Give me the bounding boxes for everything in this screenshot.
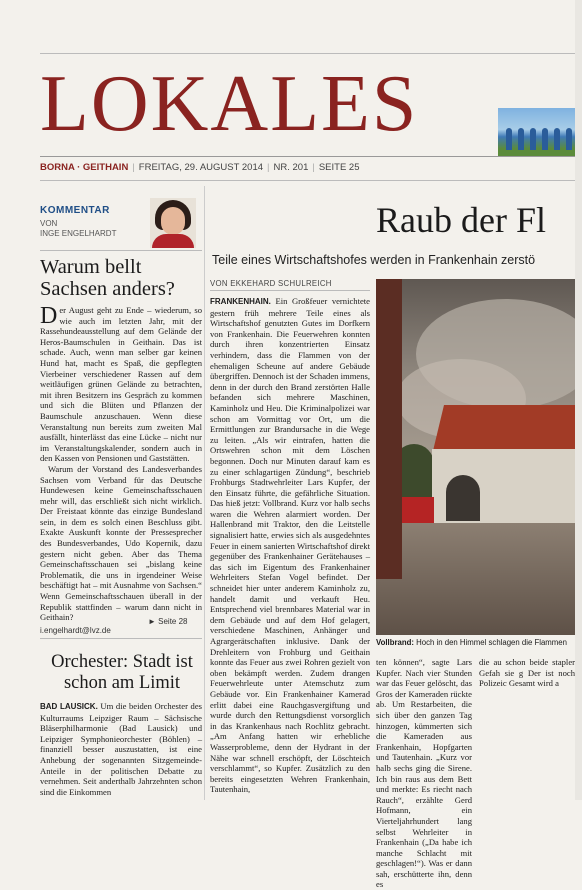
article-text-1: Ein Großfeuer vernichtete gestern früh mehrere Teile eines als Wirtschaftshof genutzten Gutes im Dorfkern von Frankenhain. Die Feuerwehren konnten durch ihren konzentrierten Einsatz verhindern, dass die Flammen von der ehemaligen Scheune auf andere Gebäude übergriffen. Dennoch ist der Schaden immens, denn in der durch den Brand zerstörten Halle befanden sich mehrere Maschinen, Kaminholz und Heu. Die Kriminalpolizei war schon am Vormittag vor Ort, um die Ermittlungen zur Brandursache in die Wege zu leiten. „Als wir eintrafen, hatten die Ortswehren schon mit dem Löschen begonnen. Doch nur Minuten darauf kam es zu einer schlagartigen Zündung“, beschrieb Frohburgs Stadtwehrleiter Lars Kupfer, der den Einsatz führte, die gefährliche Situation. Das hieß jetzt: Vollbrand. Kurz vor halb sechs waren die Wehren alarmiert worden. Der Hallenbrand mit Traktor, den die Leitstelle signalisiert hatte, erwies sich als ausgedehntes Feuer in einem sanierten Wirtschaftshof direkt gegenüber des Frankenhainer Gerätehauses – das sich im Eigentum des Frankenhainer Wehrleiters Stefan Vogel befindet. Der schneidet hier unter anderem Kaminholz zu, handelt damit und verkauft Heu. Entsprechend viel brennbares Material war in dem Gebäude und auf dem Hof gelagert, verschiedene Maschinen, Anhänger und Agrargerätschaften inklusive. Dank der Drehleitern von Frohburg und Geithain konnte das Feuer aus zwei Rohren gezielt von oben bekämpft werden. Zudem drangen Feuerwehrleute unter Atemschutz zum Gebäude vor. Ein Frankenhainer Kamerad erlitt dabei eine Rauchgasvergiftung und wurde durch den Rettungsdienst vorsorglich in das Krankenhaus nach Rochlitz gebracht. „Am Anfang hatten wir erhebliche Wasserprobleme, denn der Hydrant in der Nähe war schnell erschöpft, der Löschteich verschlammt“, so Kupfer. Zusätzlich zu den bereits eingesetzten Wehren Frankenhain, Tautenhain, — [210, 296, 370, 795]
fire-photo — [376, 279, 582, 635]
page-reference-link[interactable]: ► Seite 28 — [148, 617, 188, 626]
left-rule — [40, 638, 202, 639]
kommentar-paragraph-1: er August geht zu Ende – wiederum, so wie auch im letzten Jahr, mit der Rassehundeausstellung auf dem Gelände der Heros-Baumschulen in Geithain. Das ist schade. Auch, wenn man selber gar keinen Hund hat, macht es Spaß, die gepflegten Vierbeiner verschiedener Rassen auf dem weitläufigen grünen Gelände zu betrachten, mit ihren Besitzern ins Gespräch zu kommen und sich die Blüten und Pflanzen der Baumschule anzuschauen. Wenn diese Veranstaltung nun bereits zum zweiten Mal ausfällt, hinterlässt das eine Lücke – nicht nur im Veranstaltungskalender, sondern auch in den Kassen von Pensionen und Gaststätten. — [40, 305, 202, 464]
kommentar-headline: Warum bellt Sachsen anders? — [40, 256, 175, 300]
article-column-2: ten können“, sagte Lars Kupfer. Nach vier Stunden war das Feuer gelöscht, das Gros der Kameraden rückte ab. Um Restarbeiten, die sich über den ganzen Tag hinzogen, kümmerten sich die Kameraden aus Frankenhain, Hopfgarten und Tautenhain. „Kurz vor halb sechs ging die Sirene. Ich bin raus aus dem Bett und merkte: Es riecht nach Rauch“, erzählte Gerd Hofmann, ein Vierteljahrhundert lang selbst Wehrleiter in Frankenhain („Da habe ich manche Schlacht mit geschlagen!“). Was er dann sah, erschütterte ihn, denn es — [376, 657, 472, 890]
author-email-link[interactable]: i.engelhardt@lvz.de — [40, 626, 111, 635]
byline-rule — [210, 290, 370, 291]
article-column-3: die au schon beide stapler Gefah sie g Der ist noch Polizeic Gesamt wird a — [479, 657, 575, 689]
dateline-rule-bottom — [40, 180, 582, 181]
kommentar-rule — [40, 250, 202, 251]
orchester-lead: BAD LAUSICK. — [40, 702, 98, 711]
photo-caption — [376, 638, 567, 647]
caption-bold: Vollbrand: — [376, 638, 414, 647]
dateline-rule — [40, 156, 582, 157]
kommentar-paragraph-2: Warum der Vorstand des Landesverbandes Sachsen vom Verband für das Deutsche Hundewesen keine Gemeinschaftsschauen mehr will, das erschließt sich nicht wirklich. Der Freistaat könnte das einzige Bundesland sein, in dem es solch einen Beschluss gibt. Exakte Auskunft konnte der Pressesprecher des Bundesverbandes, Udo Kopernik, dazu gestern nicht geben. Aber das Thema Gemeinschaftsschauen sei „bislang keine Problematik, die uns in irgendeiner Weise beschäftigt hat – mit Ausnahme von Sachsen.“ Wenn Gemeinschaftsschauen überall in der Republik stattfinden – warum dann nicht in Geithain? — [40, 463, 202, 623]
dateline-place: BORNA · GEITHAIN — [40, 162, 129, 173]
caption-text: Hoch in den Himmel schlagen die Flammen — [416, 638, 567, 647]
kommentar-body — [40, 305, 202, 623]
article-column-1 — [210, 296, 370, 795]
orchester-headline: Orchester: Stadt ist schon am Limit — [51, 652, 193, 693]
column-divider — [204, 186, 205, 800]
main-headline: Raub der Fl — [376, 200, 546, 240]
orchester-text: Um die beiden Orchester des Kulturraums Leipziger Raum – Sächsische Bläserphilharmonie (Bad Lausick) und Leipziger Symphonieorchester (Böhlen) – finanziell besser auszustatten, ist eine Anhebung der sogenannten Sitzgemeinde-Anteile in der politischen Debatte zu vernehmen. Seit anderthalb Jahrzehnten schon sind die Einkommen — [40, 701, 202, 797]
dateline: BORNA · GEITHAIN | FREITAG, 29. AUGUST 2014 | NR. 201 | SEITE 25 — [40, 162, 360, 173]
kommentar-author: INGE ENGELHARDT — [40, 229, 117, 238]
byline: VON EKKEHARD SCHULREICH — [210, 279, 332, 288]
main-subline: Teile eines Wirtschaftshofes werden in Frankenhain zerstö — [212, 253, 536, 267]
page-edge — [575, 0, 582, 800]
kommentar-von: VON — [40, 219, 58, 228]
kommentar-label: KOMMENTAR — [40, 205, 110, 216]
dateline-issue: NR. 201 — [273, 162, 309, 173]
orchester-body — [40, 701, 202, 797]
dateline-date: FREITAG, 29. AUGUST 2014 — [138, 162, 264, 173]
article-lead: FRANKENHAIN. — [210, 297, 271, 306]
section-masthead: LOKALES — [40, 60, 419, 148]
dropcap: D — [40, 303, 58, 329]
team-photo — [498, 108, 582, 156]
top-rule — [40, 53, 582, 54]
dateline-page: SEITE 25 — [318, 162, 360, 173]
author-portrait — [150, 198, 196, 248]
